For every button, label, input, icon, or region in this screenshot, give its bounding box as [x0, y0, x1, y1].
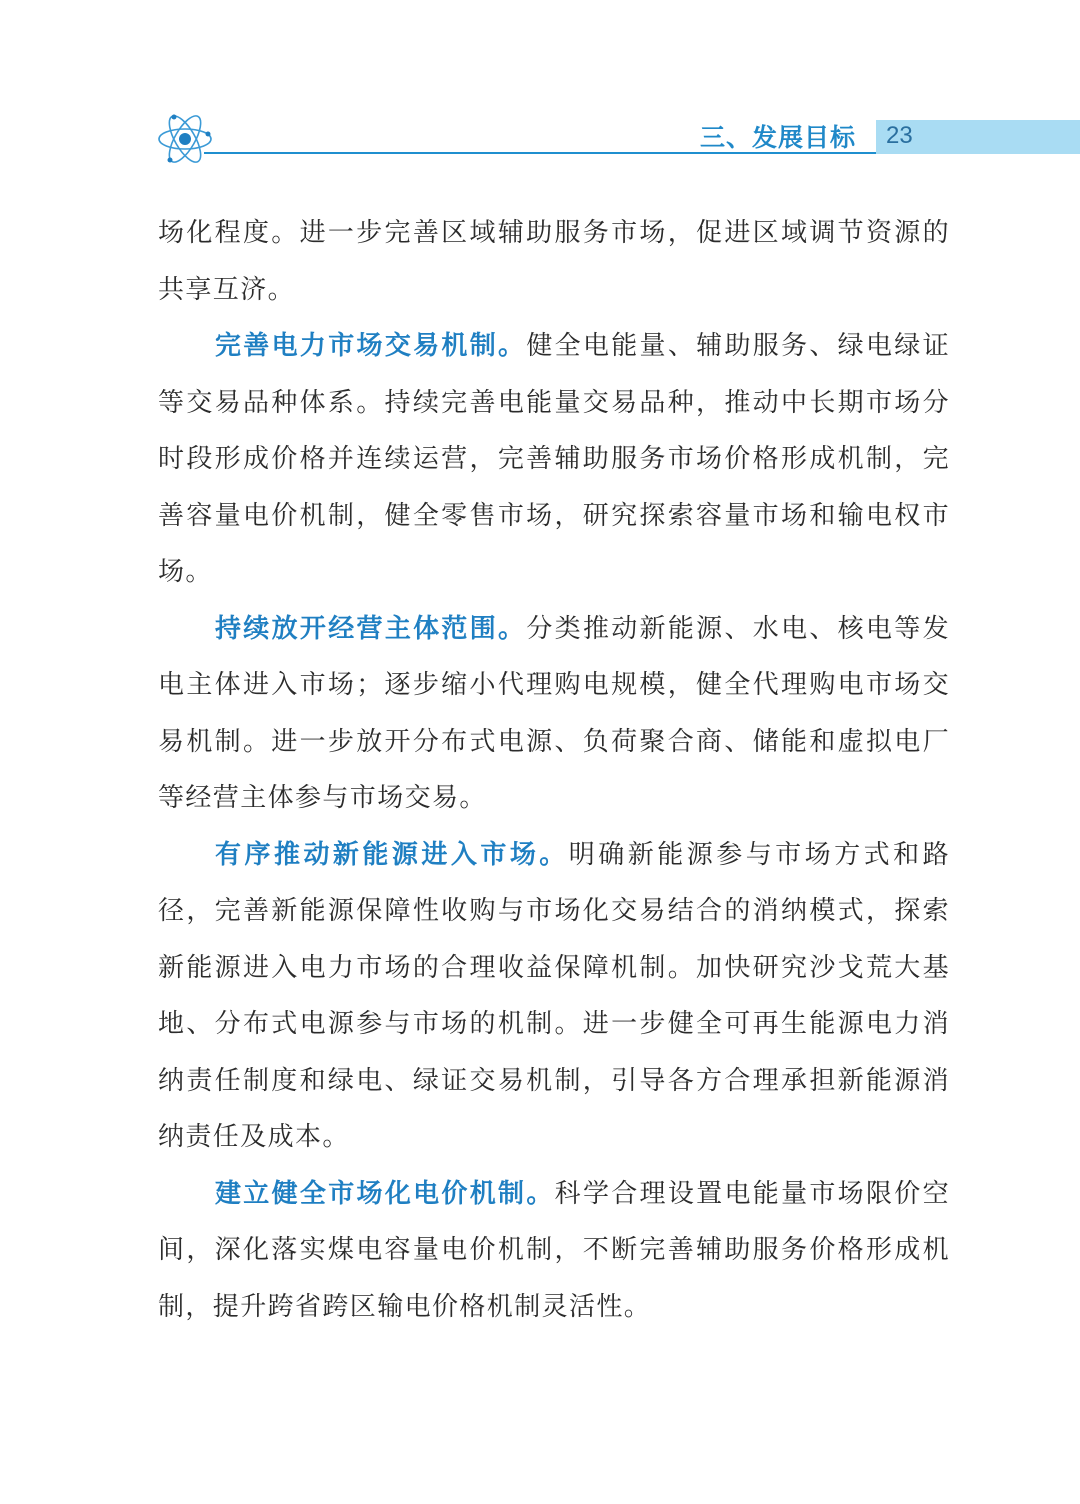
- paragraph-heading: 持续放开经营主体范围。: [215, 613, 527, 644]
- paragraph-heading: 完善电力市场交易机制。: [215, 331, 527, 361]
- paragraph-new-energy: [158, 827, 950, 1166]
- paragraph-market-trading: [158, 318, 950, 601]
- paragraph-text: 明确新能源参与市场方式和路径，完善新能源保障性收购与市场化交易结合的消纳模式，探索新能源进入电力市场的合理收益保障机制。加快研究沙戈荒大基地、分布式电源参与市场的机制。进一步健全可再生能源电力消纳责任制度和绿电、绿证交易机制，引导各方合理承担新能源消纳责任及成本。: [158, 839, 950, 1152]
- intro-paragraph: 场化程度。进一步完善区域辅助服务市场，促进区域调节资源的共享互济。: [158, 218, 950, 305]
- page-number: 23: [886, 122, 913, 149]
- paragraph-heading: 有序推动新能源进入市场。: [215, 839, 569, 870]
- paragraph-pricing: [158, 1166, 950, 1336]
- section-title: 三、发展目标: [699, 123, 856, 152]
- paragraph-text: 科学合理设置电能量市场限价空间，深化落实煤电容量电价机制，不断完善辅助服务价格形成机制，提升跨省跨区输电价格机制灵活性。: [158, 1178, 950, 1322]
- paragraph-market-entities: [158, 601, 950, 827]
- page-header: [0, 0, 1080, 180]
- body-text: [158, 205, 950, 1335]
- atom-icon: [156, 108, 214, 168]
- paragraph-text: 健全电能量、辅助服务、绿电绿证等交易品种体系。持续完善电能量交易品种，推动中长期市场分时段形成价格并连续运营，完善辅助服务市场价格形成机制，完善容量电价机制，健全零售市场，研究探索容量市场和输电权市场。: [158, 331, 950, 587]
- paragraph-heading: 建立健全市场化电价机制。: [215, 1178, 555, 1209]
- paragraph-text: 分类推动新能源、水电、核电等发电主体进入市场；逐步缩小代理购电规模，健全代理购电市场交易机制。进一步放开分布式电源、负荷聚合商、储能和虚拟电厂等经营主体参与市场交易。: [158, 613, 950, 813]
